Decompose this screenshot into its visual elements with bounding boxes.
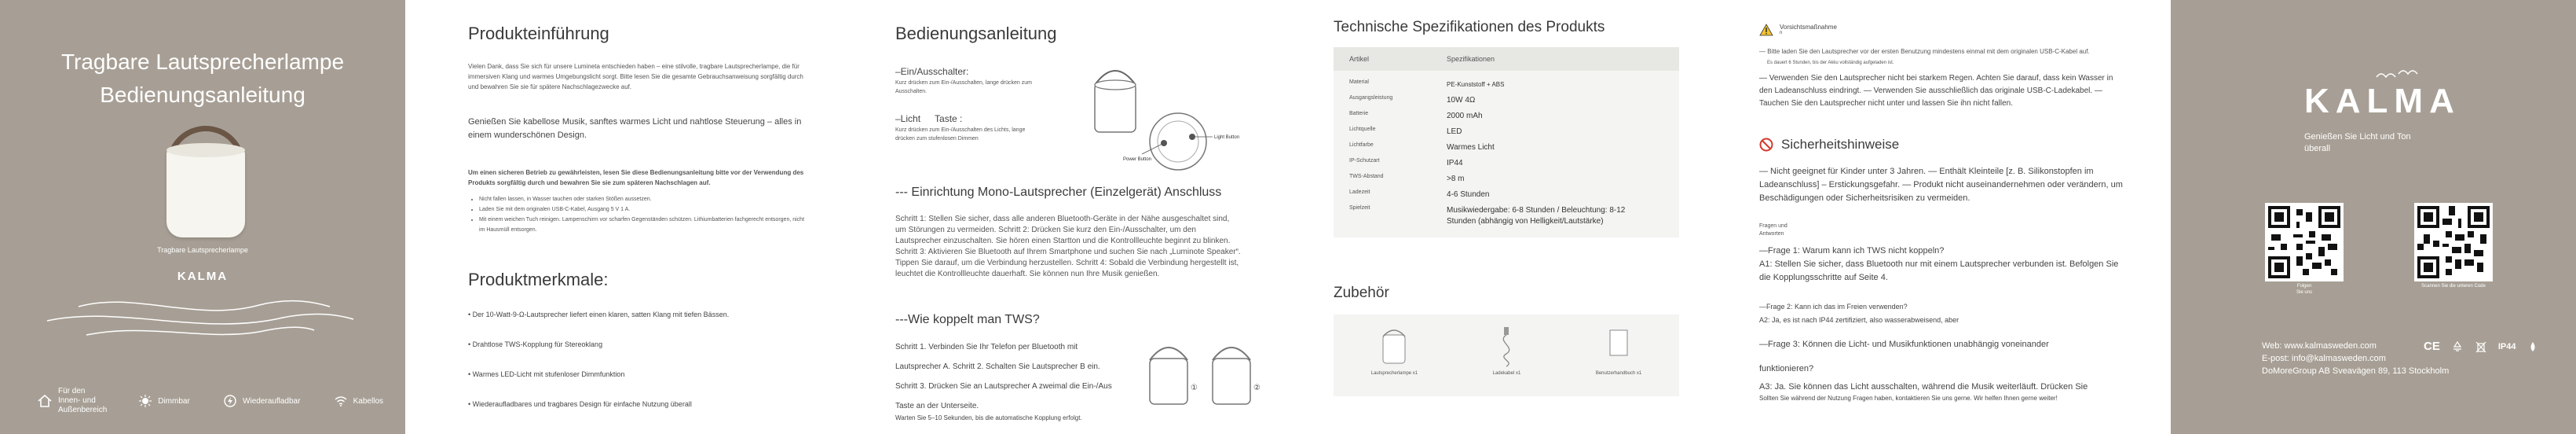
cover-product-label: Tragbare Lautsprecherlampe [157,246,248,254]
ip-rating: IP44 [2497,341,2516,351]
birds-logo-icon [2375,68,2422,83]
qr-right-caption: Scannen Sie die unteren Code [2421,284,2486,289]
faq-answer: A2: Ja, es ist nach IP44 zertifiziert, also wasserabweisend, aber [1759,316,1959,324]
list-item: • Wiederaufladbares und tragbares Design für einfache Nutzung überall [468,400,692,408]
list-item: Lautsprecher A. Schritt 2. Schalten Sie Lautsprecher B ein. [895,362,1100,371]
spec-table-header: Artikel Spezifikationen [1334,47,1679,71]
feature-wireless: Kabellos [335,387,383,415]
ce-mark: CE [2424,340,2440,353]
faq-answer: A3: Ja. Sie können das Licht ausschalten, während die Musik weiterläuft. Drücken Sie [1759,382,2088,392]
faq-question-cont: funktionieren? [1759,364,1814,373]
faq-question: —Frage 2: Kann ich das im Freien verwenden? [1759,303,1908,311]
faq-question: —Frage 3: Können die Licht- und Musikfunktionen unabhängig voneinander [1759,340,2049,349]
feature-indoor-outdoor: Für den Innen- und Außenbereich [38,387,105,415]
tagline: Genießen Sie Licht und Ton überall [2304,132,2411,153]
water-drop-icon [2527,340,2539,353]
table-row: Ausgangsleistung 10W 4Ω [1349,95,1476,105]
specs-title: Technische Spezifikationen des Produkts [1334,19,1605,35]
faq-footer: Sollten Sie während der Nutzung Fragen haben, kontaktieren Sie uns gerne. Wir helfen Ihnen gerne weiter! [1759,395,2058,402]
accessories-title: Zubehör [1334,285,1389,301]
safety-hints-text: — Nicht geeignet für Kinder unter 3 Jahren. — Enthält Kleinteile [z. B. Silikonstopfen im Ladeanschluss] – Erstickungsgefahr. — Produkt nicht auseinandernehmen oder verändern, um Beschädigungen oder Sicherheitsrisiken zu vermeiden. [1759,167,2123,203]
dimmer-icon [139,395,152,407]
safety-bullets [468,194,804,235]
list-item: Schritt 3. Drücken Sie an Lautsprecher A zweimal die Ein-/Aus [895,382,1112,391]
manual-panel [858,0,1286,434]
feature-list [468,311,804,408]
feature-rechargeable: Wiederaufladbar [224,387,300,415]
list-item: • Mit einem weichen Tuch reinigen. Lampenschirm vor scharfen Gegenständen schützen. Lithiumbatterien fachgerecht entsorgen, nicht im Hausmüll entsorgen. [479,215,804,235]
list-item: Schritt 1. Verbinden Sie Ihr Telefon per Bluetooth mit [895,343,1078,351]
speaker-a-label: ① [1191,384,1198,392]
table-row: Lichtquelle LED [1349,127,1462,136]
controls-section [895,66,1255,170]
mono-setup-title: --- Einrichtung Mono-Lautsprecher (Einzelgerät) Anschluss [895,186,1222,199]
faq-label: Fragen und Antworten [1759,223,1787,237]
features-title: Produktmerkmale: [468,270,609,289]
wireless-icon [335,395,347,406]
speaker-b-label: ② [1253,384,1261,392]
warning-line-2: — Verwenden Sie den Lautsprecher nicht bei starkem Regen. Achten Sie darauf, dass kein Wasser in den Ladeanschluss eindringt. — Verwenden Sie ausschließlich das originale USB-C-Ladekabel. — Tauchen Sie den Lautsprecher nicht unter und lassen Sie ihn nicht fallen. [1759,74,2113,108]
brand-logo: KALMA [2304,82,2461,120]
list-item: • Der 10-Watt-9-Ω-Lautsprecher liefert einen klaren, satten Klang mit tiefen Bässen. [468,311,730,318]
mono-setup-text: Schritt 1: Stellen Sie sicher, dass alle anderen Bluetooth-Geräte in der Nähe ausgeschaltet sind, um Störungen zu vermeiden. Schritt 2: Drücken Sie kurz den Ein-/Ausschalter, um den Lautsprecher einzuschalten. Sie hören einen Startton und die Kontrollleuchte beginnt zu blinken. Schritt 3: Aktivieren Sie Bluetooth auf Ihrem Smartphone und suchen Sie nach „Luminote Speaker“. Tippen Sie darauf, um die Verbindung herzustellen. Schritt 4: Sobald die Verbindung hergestellt ist, leuchtet die Kontrollleuchte dauerhaft. Sie können nun Ihre Musik genießen. [895,215,1241,278]
accessory-lamp: Lautsprecherlampe x1 [1371,326,1418,376]
tws-diagram [1139,337,1264,415]
tws-steps [895,341,1135,423]
power-button-label: Power Button [1123,157,1152,162]
warning-line-1b: Es dauert 6 Stunden, bis der Akku vollständig aufgeladen ist. [1767,61,1894,65]
waves-decoration [0,291,405,346]
list-item: Warten Sie 5–10 Sekunden, bis die automatische Kopplung erfolgt. [895,414,1082,421]
warning-line-1: — Bitte laden Sie den Lautsprecher vor der ersten Benutzung mindestens einmal mit dem originalen USB-C-Kabel auf. [1759,48,2090,55]
weee-bin-icon [2475,340,2487,353]
list-item: • Warmes LED-Licht mit stufenloser Dimmfunktion [468,370,625,378]
manual-title: Bedienungsanleitung [895,24,1057,43]
faq-list [1759,245,2124,403]
specs-panel [1310,0,1703,434]
warning-header: Vorsichtsmaßnahme n [1759,24,2124,36]
intro-safety-note: Um einen sicheren Betrieb zu gewährleisten, lesen Sie diese Bedienungsanleitung bitte vor der Verwendung des Produkts sorgfältig durch und bewahren Sie sie zum späteren Nachschlagen auf. [468,169,804,186]
table-row: Spielzeit Musikwiedergabe: 6-8 Stunden / Beleuchtung: 8-12 Stunden (abhängig von Helligkeit/Lautstärke) [1349,205,1626,226]
feature-icons [38,387,383,415]
list-item: Taste an der Unterseite. [895,402,979,410]
list-item: • Laden Sie mit dem originalen USB-C-Kabel, Ausgang 5 V 1 A. [479,204,804,215]
address: DoMoreGroup AB Sveavägen 89, 113 Stockholm [2262,366,2450,376]
cover-title: Tragbare Lautsprecherlampe Bedienungsanleitung [60,50,345,107]
table-row: Material PE-Kunststoff + ABS [1349,79,1505,88]
cover-panel [0,0,405,434]
faq-answer: A1: Stellen Sie sicher, dass Bluetooth nur mit einem Lautsprecher verbunden ist. Befolgen Sie die Kopplungsschritte auf Seite 4. [1759,259,2119,282]
list-item: • Drahtlose TWS-Kopplung für Stereoklang [468,340,603,348]
battery-icon [224,395,236,407]
table-row: IP-Schutzart IP44 [1349,158,1463,167]
recycle-icon [2451,340,2464,353]
qr-code-left[interactable] [2265,203,2344,281]
cover-brand: KALMA [177,270,229,283]
table-row: TWS-Abstand >8 m [1349,174,1465,183]
light-button-label: Light Button [1214,135,1240,140]
warning-icon [1759,24,1773,36]
lamp-icon [1378,326,1410,370]
faq-question: —Frage 1: Warum kann ich TWS nicht koppeln? [1759,246,1945,256]
certification-marks [2424,340,2539,353]
qr-code-right[interactable] [2414,203,2493,281]
home-icon [38,395,52,407]
table-row: Ladezeit 4-6 Stunden [1349,189,1490,199]
safety-hints-header: Sicherheitshinweise [1759,137,2124,153]
intro-panel [429,0,834,434]
email: E-post: info@kalmasweden.com [2262,354,2386,363]
safety-panel [1726,0,2155,434]
tws-title: ---Wie koppelt man TWS? [895,313,1040,326]
power-control-text: –Ein/Ausschalter: Kurz drücken zum Ein-/Ausschalten, lange drücken zum Ausschalten. [895,66,1032,94]
feature-dimmable: Dimmbar [139,387,190,415]
spec-table [1334,47,1679,237]
prohibited-icon [1759,138,1773,152]
contact-info [2262,340,2449,377]
table-row: Batterie 2000 mAh [1349,111,1483,120]
intro-title: Produkteinführung [468,24,609,43]
lamp-illustration [166,149,245,237]
table-row: Lichtfarbe Warmes Licht [1349,142,1495,152]
accessory-cable: Ladekabel x1 [1493,326,1521,376]
intro-enjoy: Genießen Sie kabellose Musik, sanftes warmes Licht und nahtlose Steuerung – alles in einem wunderschönen Design. [468,117,802,140]
back-panel [2171,0,2576,434]
accessories-box [1334,314,1679,396]
intro-paragraph: Vielen Dank, dass Sie sich für unsere Lumineta entschieden haben – eine stilvolle, tragbare Lautsprecherlampe, die für immersiven Klang und warmes Umgebungslicht sorgt. Bitte lesen Sie die gesamte Gebrauchsanweisung sorgfältig durch und bewahren Sie sie für spätere Nachschlagezwecke auf. [468,63,803,90]
list-item: • Nicht fallen lassen, in Wasser tauchen oder starken Stößen aussetzen. [479,194,804,204]
website: Web: www.kalmasweden.com [2262,341,2377,351]
lamp-top-illustration [166,143,245,157]
cable-icon [1495,326,1518,370]
accessory-manual: Benutzerhandbuch x1 [1596,326,1641,376]
qr-left-caption: Folgen Sie uns [2296,284,2312,295]
light-control-text: –Licht Taste : Kurz drücken zum Ein-/Ausschalten des Lichts, lange drücken zum stufenlosen Dimmen [895,113,1026,142]
manual-icon [1607,326,1630,370]
control-diagram [1076,61,1257,179]
